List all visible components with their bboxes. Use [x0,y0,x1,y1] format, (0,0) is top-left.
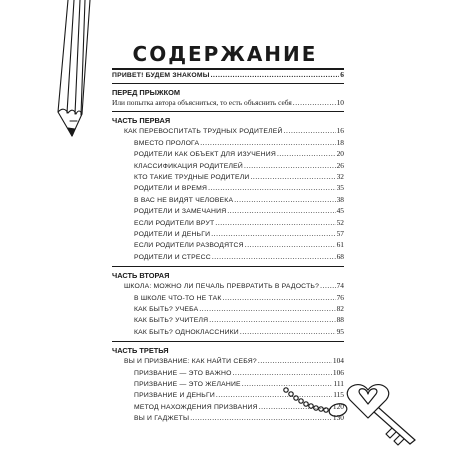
toc-entry: Или попытка автора объясниться, то есть объяснить себя ..... 10 [112,98,344,108]
section-heading: ЧАСТЬ ВТОРАЯ [112,271,170,281]
toc-entry: РОДИТЕЛИ И ЗАМЕЧАНИЯ ..... 45 [112,206,344,217]
toc-entry: ПРИЗВАНИЕ — ЭТО ВАЖНО ..... 106 [112,368,344,379]
toc-chapter: КАК ПЕРЕВОСПИТАТЬ ТРУДНЫХ РОДИТЕЛЕЙ ..... 16 [112,126,344,137]
toc-entry: КЛАССИФИКАЦИЯ РОДИТЕЛЕЙ ..... 26 [112,161,344,172]
toc-entry: ВЫ И ГАДЖЕТЫ ..... 130 [112,413,344,424]
toc-entry: РОДИТЕЛИ И ВРЕМЯ ..... 35 [112,183,344,194]
toc-entry: ПРИЗВАНИЕ И ДЕНЬГИ ..... 115 [112,390,344,401]
toc-items [112,293,344,339]
toc-entry: РОДИТЕЛИ КАК ОБЪЕКТ ДЛЯ ИЗУЧЕНИЯ ..... 20 [112,149,344,160]
toc-entry: КАК БЫТЬ? УЧИТЕЛЯ ..... 88 [112,315,344,326]
toc-entry: КТО ТАКИЕ ТРУДНЫЕ РОДИТЕЛИ ..... 32 [112,172,344,183]
page-title: СОДЕРЖАНИЕ [132,42,318,66]
toc-entry: В ШКОЛЕ ЧТО-ТО НЕ ТАК ..... 76 [112,293,344,304]
toc-entry: ЕСЛИ РОДИТЕЛИ РАЗВОДЯТСЯ ..... 61 [112,240,344,251]
toc-entry: В ВАС НЕ ВИДЯТ ЧЕЛОВЕКА ..... 38 [112,195,344,206]
toc-entry: КАК БЫТЬ? ОДНОКЛАССНИКИ ..... 95 [112,327,344,338]
toc-entry: РОДИТЕЛИ И СТРЕСС ..... 68 [112,252,344,263]
toc-entry: ПРИЗВАНИЕ — ЭТО ЖЕЛАНИЕ ..... 111 [112,379,344,390]
toc-entry: ПРИВЕТ! БУДЕМ ЗНАКОМЫ ..... 6 [112,70,344,81]
pencil-sketch-icon [48,0,110,150]
section-heading: ПЕРЕД ПРЫЖКОМ [112,87,180,97]
toc-items [112,138,344,263]
key-with-chain-icon [280,368,420,450]
toc-entry: ВМЕСТО ПРОЛОГА ..... 18 [112,138,344,149]
toc-chapter: ШКОЛА: МОЖНО ЛИ ПЕЧАЛЬ ПРЕВРАТИТЬ В РАДОСТЬ? ..... 74 [112,281,344,292]
toc-entry: КАК БЫТЬ? УЧЕБА ..... 82 [112,304,344,315]
toc-chapter: ВЫ И ПРИЗВАНИЕ: КАК НАЙТИ СЕБЯ? ..... 104 [112,356,344,367]
toc-entry: ЕСЛИ РОДИТЕЛИ ВРУТ ..... 52 [112,218,344,229]
section-heading: ЧАСТЬ ПЕРВАЯ [112,116,171,126]
section-heading: ЧАСТЬ ТРЕТЬЯ [112,346,169,356]
toc-entry: РОДИТЕЛИ И ДЕНЬГИ ..... 57 [112,229,344,240]
toc-entry: МЕТОД НАХОЖДЕНИЯ ПРИЗВАНИЯ ..... 120 [112,402,344,413]
